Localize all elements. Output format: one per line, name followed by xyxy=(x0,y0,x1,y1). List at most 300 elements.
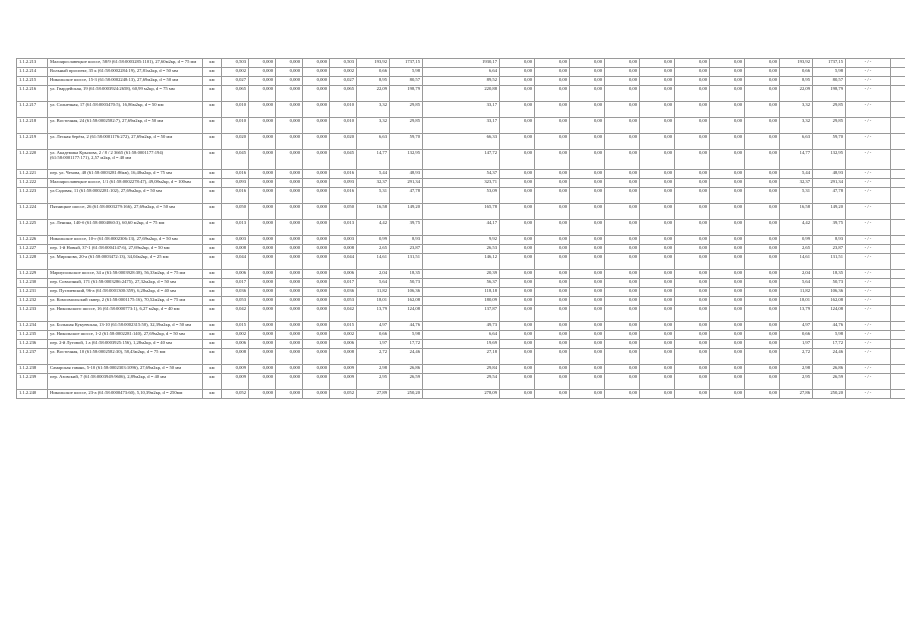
row-zero-cell: 0,00 xyxy=(535,86,570,102)
row-value-cell: 5,44 xyxy=(780,170,813,179)
row-value-cell: 2,04 xyxy=(357,270,390,279)
row-zero-cell: 0,00 xyxy=(745,77,780,86)
row-quantity-cell: 0,000 xyxy=(249,288,276,297)
row-zero-cell: 0,00 xyxy=(675,150,710,170)
row-zero-cell: 0,00 xyxy=(500,374,535,390)
row-empty-cell xyxy=(891,365,905,374)
row-value-cell: 18,35 xyxy=(813,270,846,279)
row-zero-cell: 0,00 xyxy=(535,68,570,77)
row-quantity-cell: 0,000 xyxy=(249,270,276,279)
row-value-cell: 16,58 xyxy=(780,204,813,220)
row-value-cell: 132,95 xyxy=(390,150,423,170)
row-zero-cell: 0,00 xyxy=(640,188,675,204)
row-zero-cell: 0,00 xyxy=(605,340,640,349)
row-quantity-cell: 0,000 xyxy=(276,288,303,297)
row-note-cell: - / - xyxy=(846,118,891,134)
row-note-cell: - / - xyxy=(846,365,891,374)
row-zero-cell: 0,00 xyxy=(535,245,570,254)
table-row xyxy=(17,390,905,399)
row-zero-cell: 0,00 xyxy=(710,279,745,288)
row-total-cell: 165,78 xyxy=(423,204,500,220)
row-zero-cell: 0,00 xyxy=(605,179,640,188)
row-quantity-cell: 0,000 xyxy=(249,150,276,170)
row-quantity-cell: 0,000 xyxy=(303,306,330,322)
row-note-cell: - / - xyxy=(846,236,891,245)
row-name-cell: ул. Никольского шоссе, 16 (61:58:0000773:1), 6,27 м2кр, d = 40 мм xyxy=(48,306,203,322)
row-value-cell: 2,72 xyxy=(780,349,813,365)
row-quantity-cell: 0,000 xyxy=(249,297,276,306)
row-quantity-cell: 0,000 xyxy=(303,86,330,102)
table-row xyxy=(17,170,905,179)
row-code-cell: 1.1.2.217 xyxy=(17,102,48,118)
row-note-cell: - / - xyxy=(846,322,891,331)
row-zero-cell: 0,00 xyxy=(605,150,640,170)
row-name-cell: Малоярославецкое шоссе, 58/9 (61:58:0003285:1101), 27,60м2кр, d = 75 мм xyxy=(48,59,203,68)
row-zero-cell: 0,00 xyxy=(605,288,640,297)
row-total-cell: 323,71 xyxy=(423,179,500,188)
row-quantity-cell: 0,000 xyxy=(249,134,276,150)
row-quantity-cell: 0,009 xyxy=(222,365,249,374)
row-quantity-cell: 0,000 xyxy=(276,306,303,322)
row-value-cell: 106,36 xyxy=(813,288,846,297)
row-quantity-cell: 0,000 xyxy=(276,59,303,68)
row-zero-cell: 0,00 xyxy=(535,179,570,188)
row-quantity-cell: 0,053 xyxy=(222,297,249,306)
row-zero-cell: 0,00 xyxy=(535,118,570,134)
row-total-cell: 6,64 xyxy=(423,331,500,340)
row-quantity-cell: 0,000 xyxy=(249,118,276,134)
row-quantity-cell: 0,000 xyxy=(249,245,276,254)
row-unit-cell: км xyxy=(203,236,222,245)
row-zero-cell: 0,00 xyxy=(570,365,605,374)
row-quantity-cell: 0,000 xyxy=(249,340,276,349)
row-empty-cell xyxy=(891,322,905,331)
row-zero-cell: 0,00 xyxy=(640,390,675,399)
table-row xyxy=(17,204,905,220)
row-zero-cell: 0,00 xyxy=(500,179,535,188)
row-quantity-cell: 0,013 xyxy=(330,220,357,236)
row-value-cell: 6,63 xyxy=(780,134,813,150)
row-empty-cell xyxy=(891,270,905,279)
row-code-cell: 1.1.2.225 xyxy=(17,220,48,236)
row-note-cell: - / - xyxy=(846,340,891,349)
row-empty-cell xyxy=(891,102,905,118)
row-zero-cell: 0,00 xyxy=(675,288,710,297)
row-empty-cell xyxy=(891,220,905,236)
row-code-cell: 1.1.2.232 xyxy=(17,297,48,306)
row-unit-cell: км xyxy=(203,306,222,322)
row-zero-cell: 0,00 xyxy=(710,254,745,270)
row-zero-cell: 0,00 xyxy=(710,390,745,399)
row-quantity-cell: 0,036 xyxy=(330,288,357,297)
row-value-cell: 47,78 xyxy=(390,188,423,204)
row-zero-cell: 0,00 xyxy=(500,365,535,374)
row-code-cell: 1.1.2.213 xyxy=(17,59,48,68)
row-zero-cell: 0,00 xyxy=(570,279,605,288)
row-quantity-cell: 0,000 xyxy=(276,270,303,279)
row-name-cell: ул. Академика Крылова, 2 / 8 / 2 3665 (61:58:0001177:194) (61:58:0001177:171), 2,57 м2кр, d = 40 мм xyxy=(48,150,203,170)
row-zero-cell: 0,00 xyxy=(640,68,675,77)
row-zero-cell: 0,00 xyxy=(535,170,570,179)
row-zero-cell: 0,00 xyxy=(710,374,745,390)
row-note-cell: - / - xyxy=(846,220,891,236)
row-zero-cell: 0,00 xyxy=(605,118,640,134)
row-unit-cell: км xyxy=(203,220,222,236)
table-row xyxy=(17,374,905,390)
row-zero-cell: 0,00 xyxy=(710,331,745,340)
row-zero-cell: 0,00 xyxy=(500,150,535,170)
row-empty-cell xyxy=(891,331,905,340)
row-zero-cell: 0,00 xyxy=(535,279,570,288)
row-total-cell: 66,33 xyxy=(423,134,500,150)
row-code-cell: 1.1.2.228 xyxy=(17,254,48,270)
row-total-cell: 1930,17 xyxy=(423,59,500,68)
row-value-cell: 18,01 xyxy=(780,297,813,306)
table-row xyxy=(17,331,905,340)
row-zero-cell: 0,00 xyxy=(605,102,640,118)
row-zero-cell: 0,00 xyxy=(675,236,710,245)
row-quantity-cell: 0,016 xyxy=(222,170,249,179)
row-zero-cell: 0,00 xyxy=(675,77,710,86)
row-zero-cell: 0,00 xyxy=(710,306,745,322)
row-value-cell: 80,57 xyxy=(813,77,846,86)
row-zero-cell: 0,00 xyxy=(500,288,535,297)
row-name-cell: Пятницкое шоссе, 26 (61:58:0003279:166), 27,69м2кр, d = 50 мм xyxy=(48,204,203,220)
row-zero-cell: 0,00 xyxy=(745,220,780,236)
row-quantity-cell: 0,009 xyxy=(330,365,357,374)
row-zero-cell: 0,00 xyxy=(710,322,745,331)
row-zero-cell: 0,00 xyxy=(675,279,710,288)
row-quantity-cell: 0,044 xyxy=(330,254,357,270)
row-zero-cell: 0,00 xyxy=(710,86,745,102)
row-total-cell: 26,53 xyxy=(423,245,500,254)
row-quantity-cell: 0,000 xyxy=(276,204,303,220)
row-quantity-cell: 0,000 xyxy=(249,306,276,322)
row-zero-cell: 0,00 xyxy=(640,86,675,102)
row-zero-cell: 0,00 xyxy=(710,297,745,306)
row-name-cell: Мариупольское шоссе, 34 а (61:58:0003928:38), 56,33м2кр, d = 75 мм xyxy=(48,270,203,279)
row-zero-cell: 0,00 xyxy=(675,322,710,331)
row-value-cell: 2,65 xyxy=(357,245,390,254)
row-total-cell: 9,92 xyxy=(423,236,500,245)
row-zero-cell: 0,00 xyxy=(640,179,675,188)
row-value-cell: 250,20 xyxy=(813,390,846,399)
row-value-cell: 50,73 xyxy=(813,279,846,288)
row-quantity-cell: 0,000 xyxy=(276,150,303,170)
row-code-cell: 1.1.2.215 xyxy=(17,77,48,86)
row-zero-cell: 0,00 xyxy=(745,245,780,254)
row-zero-cell: 0,00 xyxy=(710,59,745,68)
row-quantity-cell: 0,000 xyxy=(276,134,303,150)
row-value-cell: 4,42 xyxy=(357,220,390,236)
table-row xyxy=(17,297,905,306)
row-unit-cell: км xyxy=(203,102,222,118)
row-zero-cell: 0,00 xyxy=(675,340,710,349)
row-zero-cell: 0,00 xyxy=(745,236,780,245)
table-row xyxy=(17,179,905,188)
row-quantity-cell: 0,000 xyxy=(249,390,276,399)
row-value-cell: 291,34 xyxy=(390,179,423,188)
row-empty-cell xyxy=(891,118,905,134)
row-code-cell: 1.1.2.239 xyxy=(17,374,48,390)
table-row xyxy=(17,188,905,204)
row-value-cell: 14,61 xyxy=(780,254,813,270)
row-zero-cell: 0,00 xyxy=(605,188,640,204)
row-zero-cell: 0,00 xyxy=(640,59,675,68)
row-quantity-cell: 0,000 xyxy=(276,236,303,245)
row-unit-cell: км xyxy=(203,270,222,279)
row-quantity-cell: 0,000 xyxy=(249,374,276,390)
row-unit-cell: км xyxy=(203,86,222,102)
row-value-cell: 193,92 xyxy=(357,59,390,68)
row-value-cell: 26,86 xyxy=(390,365,423,374)
row-zero-cell: 0,00 xyxy=(570,68,605,77)
row-zero-cell: 0,00 xyxy=(605,297,640,306)
row-unit-cell: км xyxy=(203,179,222,188)
row-zero-cell: 0,00 xyxy=(675,170,710,179)
row-zero-cell: 0,00 xyxy=(675,254,710,270)
row-quantity-cell: 0,006 xyxy=(330,270,357,279)
row-quantity-cell: 0,000 xyxy=(276,322,303,331)
row-name-cell: ул. Никольское шоссе, 1-2 (61:58:0002281:140), 27,69м2кр, d = 50 мм xyxy=(48,331,203,340)
row-quantity-cell: 0,050 xyxy=(330,204,357,220)
row-value-cell: 8,95 xyxy=(780,77,813,86)
row-code-cell: 1.1.2.227 xyxy=(17,245,48,254)
row-code-cell: 1.1.2.234 xyxy=(17,322,48,331)
row-quantity-cell: 0,000 xyxy=(249,322,276,331)
row-zero-cell: 0,00 xyxy=(675,220,710,236)
row-code-cell: 1.1.2.238 xyxy=(17,365,48,374)
row-zero-cell: 0,00 xyxy=(500,68,535,77)
row-empty-cell xyxy=(891,59,905,68)
row-quantity-cell: 0,000 xyxy=(303,68,330,77)
row-name-cell: Вольный проспект, 35 к (61:58:0002284:19), 27,81м2кр, d = 50 мм xyxy=(48,68,203,77)
row-value-cell: 4,97 xyxy=(357,322,390,331)
row-note-cell: - / - xyxy=(846,170,891,179)
row-value-cell: 131,51 xyxy=(390,254,423,270)
row-empty-cell xyxy=(891,340,905,349)
row-zero-cell: 0,00 xyxy=(710,170,745,179)
row-quantity-cell: 0,000 xyxy=(276,279,303,288)
row-value-cell: 132,95 xyxy=(813,150,846,170)
row-quantity-cell: 0,000 xyxy=(276,170,303,179)
row-total-cell: 44,17 xyxy=(423,220,500,236)
row-zero-cell: 0,00 xyxy=(605,306,640,322)
row-zero-cell: 0,00 xyxy=(500,297,535,306)
row-zero-cell: 0,00 xyxy=(745,288,780,297)
row-zero-cell: 0,00 xyxy=(535,365,570,374)
row-value-cell: 4,42 xyxy=(780,220,813,236)
row-quantity-cell: 0,015 xyxy=(330,322,357,331)
row-total-cell: 29,54 xyxy=(423,374,500,390)
row-note-cell: - / - xyxy=(846,188,891,204)
row-zero-cell: 0,00 xyxy=(640,340,675,349)
row-quantity-cell: 0,000 xyxy=(303,134,330,150)
row-zero-cell: 0,00 xyxy=(675,204,710,220)
row-zero-cell: 0,00 xyxy=(535,236,570,245)
row-zero-cell: 0,00 xyxy=(605,254,640,270)
row-unit-cell: км xyxy=(203,245,222,254)
row-value-cell: 3,32 xyxy=(357,118,390,134)
row-value-cell: 1,97 xyxy=(357,340,390,349)
row-zero-cell: 0,00 xyxy=(710,340,745,349)
row-value-cell: 22,09 xyxy=(780,86,813,102)
row-zero-cell: 0,00 xyxy=(710,102,745,118)
row-value-cell: 47,78 xyxy=(813,188,846,204)
row-zero-cell: 0,00 xyxy=(535,331,570,340)
row-note-cell: - / - xyxy=(846,374,891,390)
row-zero-cell: 0,00 xyxy=(710,150,745,170)
row-empty-cell xyxy=(891,374,905,390)
row-value-cell: 291,34 xyxy=(813,179,846,188)
row-total-cell: 54,37 xyxy=(423,170,500,179)
row-value-cell: 3,32 xyxy=(780,118,813,134)
row-zero-cell: 0,00 xyxy=(605,236,640,245)
row-value-cell: 0,66 xyxy=(357,68,390,77)
row-value-cell: 0,99 xyxy=(780,236,813,245)
row-value-cell: 2,95 xyxy=(780,374,813,390)
row-zero-cell: 0,00 xyxy=(745,306,780,322)
row-zero-cell: 0,00 xyxy=(745,150,780,170)
row-value-cell: 149,20 xyxy=(813,204,846,220)
row-value-cell: 50,73 xyxy=(390,279,423,288)
row-note-cell: - / - xyxy=(846,270,891,279)
row-name-cell: ул. Восточная, 24 (61:58:0002582:7), 27,69м2кр, d = 50 мм xyxy=(48,118,203,134)
row-value-cell: 2,95 xyxy=(357,374,390,390)
row-value-cell: 162,08 xyxy=(813,297,846,306)
row-empty-cell xyxy=(891,297,905,306)
row-quantity-cell: 0,000 xyxy=(276,102,303,118)
row-value-cell: 44,76 xyxy=(390,322,423,331)
row-code-cell: 1.1.2.219 xyxy=(17,134,48,150)
row-zero-cell: 0,00 xyxy=(605,220,640,236)
row-zero-cell: 0,00 xyxy=(535,390,570,399)
row-zero-cell: 0,00 xyxy=(640,288,675,297)
row-total-cell: 27,18 xyxy=(423,349,500,365)
row-quantity-cell: 0,000 xyxy=(303,322,330,331)
row-unit-cell: км xyxy=(203,374,222,390)
row-zero-cell: 0,00 xyxy=(500,59,535,68)
row-quantity-cell: 0,000 xyxy=(276,86,303,102)
row-name-cell: пер. Пугачевский, 96-а (61:58:0001300:359), 6,28м2кр, d = 40 мм xyxy=(48,288,203,297)
row-zero-cell: 0,00 xyxy=(640,297,675,306)
row-value-cell: 2,65 xyxy=(780,245,813,254)
row-zero-cell: 0,00 xyxy=(535,134,570,150)
row-zero-cell: 0,00 xyxy=(570,374,605,390)
row-quantity-cell: 0,002 xyxy=(222,68,249,77)
row-quantity-cell: 0,000 xyxy=(276,365,303,374)
row-quantity-cell: 0,002 xyxy=(330,331,357,340)
row-value-cell: 5,31 xyxy=(780,188,813,204)
row-name-cell: ул. Большая Кукуевская, 13-10 (61:58:0002315:50), 32,39м2кр, d = 50 мм xyxy=(48,322,203,331)
row-note-cell: - / - xyxy=(846,245,891,254)
row-value-cell: 48,93 xyxy=(390,170,423,179)
row-zero-cell: 0,00 xyxy=(535,102,570,118)
row-note-cell: - / - xyxy=(846,306,891,322)
row-zero-cell: 0,00 xyxy=(535,288,570,297)
row-zero-cell: 0,00 xyxy=(605,279,640,288)
row-note-cell: - / - xyxy=(846,86,891,102)
row-note-cell: - / - xyxy=(846,349,891,365)
row-note-cell: - / - xyxy=(846,59,891,68)
row-quantity-cell: 0,027 xyxy=(222,77,249,86)
row-total-cell: 180,09 xyxy=(423,297,500,306)
row-quantity-cell: 0,002 xyxy=(330,68,357,77)
row-total-cell: 220,88 xyxy=(423,86,500,102)
row-name-cell: пер. Совхозный, 171 (61:58:0003286:2475), 27,32м2кр, d = 50 мм xyxy=(48,279,203,288)
row-quantity-cell: 0,000 xyxy=(303,77,330,86)
row-zero-cell: 0,00 xyxy=(570,288,605,297)
row-zero-cell: 0,00 xyxy=(535,349,570,365)
row-quantity-cell: 0,000 xyxy=(303,279,330,288)
row-name-cell: ул. Лесная берёза, 2 (61:58:0001176:272), 27,69м2кр, d = 50 мм xyxy=(48,134,203,150)
row-name-cell: Никольское шоссе, 23-а (61:58:0000473:60), 5,10,39м2кр, d = 250мм xyxy=(48,390,203,399)
row-value-cell: 131,51 xyxy=(813,254,846,270)
row-quantity-cell: 0,050 xyxy=(222,204,249,220)
row-note-cell: - / - xyxy=(846,279,891,288)
row-name-cell: ул. Миронова, 20-а (61:58:0003472:13), 34,04м2кр, d = 25 мм xyxy=(48,254,203,270)
row-note-cell: - / - xyxy=(846,288,891,297)
row-zero-cell: 0,00 xyxy=(745,134,780,150)
row-value-cell: 13,79 xyxy=(357,306,390,322)
row-quantity-cell: 0,000 xyxy=(303,288,330,297)
row-zero-cell: 0,00 xyxy=(535,220,570,236)
row-quantity-cell: 0,000 xyxy=(276,245,303,254)
row-name-cell: пер. 2-й Луговой, 1 а (61:58:0003925:156), 1,28м2кр, d = 40 мм xyxy=(48,340,203,349)
row-zero-cell: 0,00 xyxy=(570,102,605,118)
row-name-cell: Никольское шоссе, 10-г (61:58:0002306:13), 27,69м2кр, d = 50 мм xyxy=(48,236,203,245)
row-value-cell: 18,01 xyxy=(357,297,390,306)
row-value-cell: 39,75 xyxy=(813,220,846,236)
row-code-cell: 1.1.2.223 xyxy=(17,188,48,204)
row-total-cell: 89,52 xyxy=(423,77,500,86)
row-zero-cell: 0,00 xyxy=(570,150,605,170)
row-zero-cell: 0,00 xyxy=(710,134,745,150)
row-code-cell: 1.1.2.233 xyxy=(17,306,48,322)
row-zero-cell: 0,00 xyxy=(500,245,535,254)
row-quantity-cell: 0,002 xyxy=(222,331,249,340)
row-value-cell: 0,99 xyxy=(357,236,390,245)
row-code-cell: 1.1.2.230 xyxy=(17,279,48,288)
row-zero-cell: 0,00 xyxy=(675,68,710,77)
row-quantity-cell: 0,010 xyxy=(222,102,249,118)
row-code-cell: 1.1.2.224 xyxy=(17,204,48,220)
row-value-cell: 5,98 xyxy=(390,68,423,77)
row-value-cell: 124,08 xyxy=(813,306,846,322)
row-quantity-cell: 0,000 xyxy=(249,170,276,179)
row-value-cell: 80,57 xyxy=(390,77,423,86)
row-quantity-cell: 0,000 xyxy=(276,188,303,204)
row-value-cell: 193,92 xyxy=(780,59,813,68)
row-quantity-cell: 0,000 xyxy=(276,297,303,306)
row-quantity-cell: 0,015 xyxy=(222,322,249,331)
row-quantity-cell: 0,000 xyxy=(249,188,276,204)
row-zero-cell: 0,00 xyxy=(710,68,745,77)
row-unit-cell: км xyxy=(203,365,222,374)
row-unit-cell: км xyxy=(203,288,222,297)
row-zero-cell: 0,00 xyxy=(675,245,710,254)
row-value-cell: 27,89 xyxy=(357,390,390,399)
row-unit-cell: км xyxy=(203,170,222,179)
row-quantity-cell: 0,008 xyxy=(330,245,357,254)
row-zero-cell: 0,00 xyxy=(710,245,745,254)
row-value-cell: 6,63 xyxy=(357,134,390,150)
row-total-cell: 137,87 xyxy=(423,306,500,322)
row-zero-cell: 0,00 xyxy=(745,59,780,68)
row-note-cell: - / - xyxy=(846,134,891,150)
row-value-cell: 23,87 xyxy=(813,245,846,254)
row-quantity-cell: 0,503 xyxy=(222,59,249,68)
